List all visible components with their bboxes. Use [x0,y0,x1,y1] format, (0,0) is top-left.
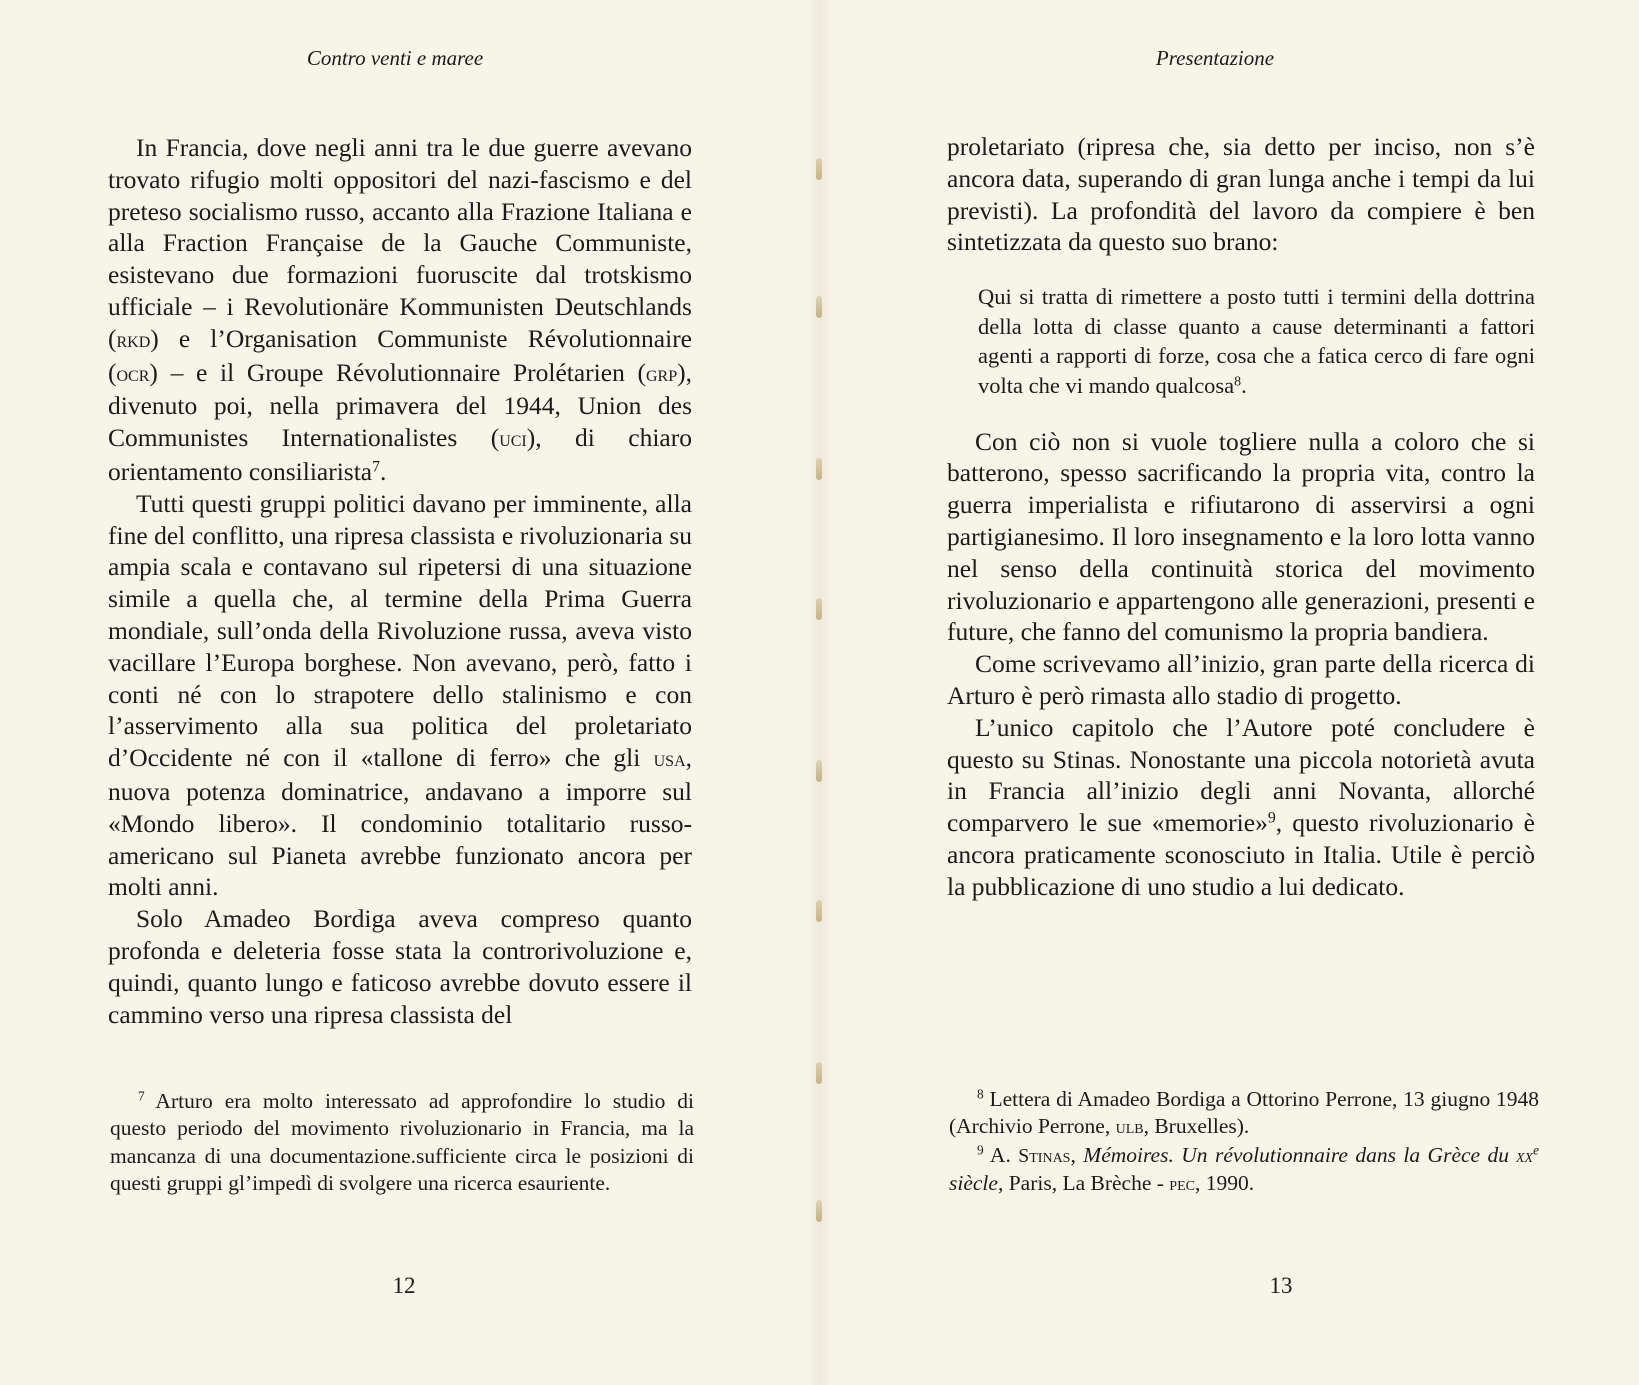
footnote: $^9$ A. Stinas, Mémoires. Un révolutionnaire dans la Grèce du $xx^e$ siècle, Paris, La Brèche - pec, 1990. [949,1142,1540,1196]
footnote-marker: 8 [977,1086,984,1102]
paragraph: Solo Amadeo Bordiga aveva compreso quanto profonda e deleteria fosse stata la controrivoluzione e, quindi, quanto lungo e faticoso avrebbe dovuto essere il cammino verso una ripresa classista del [108,904,692,1029]
body-text [947,131,1535,903]
page-number: 12 [392,1273,416,1298]
footnote-marker: 7 [138,1088,145,1104]
footnotes [949,1086,1539,1199]
paragraph: Tutti questi gruppi politici davano per imminente, alla fine del conflitto, una ripresa classista e rivoluzionaria su ampia scala e contavano sul ripetersi di una situazione simile a quella che, al termine della Prima Guerra mondiale, sull’onda della Rivoluzione russa, aveva visto vacillare l’Europa borghese. Non avevano, però, fatto i conti né con lo strapotere dello stalinismo e con l’asservimento alla sua politica del proletariato d’Occidente né con il «tallone di ferro» che gli usa, nuova potenza dominatrice, andavano a imporre sul «Mondo libero». Il condominio totalitario russo-americano sul Pianeta avrebbe funzionato ancora per molti anni. [108,488,692,902]
paragraph: L’unico capitolo che l’Autore poté concludere è questo su Stinas. Nonostante una piccola notorietà avuta in Francia all’inizio degli anni Novanta, allorché comparvero le sue «memorie»$^9$, questo rivoluzionario è ancora praticamente sconosciuto in Italia. Utile è perciò la pubblicazione di uno studio a lui dedicato. [947,712,1535,901]
paragraph: In Francia, dove negli anni tra le due guerre avevano trovato rifugio molti oppositori del nazi-fascismo e del preteso socialismo russo, accanto alla Frazione Italiana e alla Fraction Française de la Gauche Communiste, esistevano due formazioni fuoruscite dal trotskismo ufficiale – i Revolutionäre Kommunisten Deutschlands (rkd) e l’Organisation Communiste Révolutionnaire (ocr) – e il Groupe Révolutionnaire Prolétarien (grp), divenuto poi, nella primavera del 1944, Union des Communistes Internationalistes (uci), di chiaro orientamento consiliarista$^7$. [108,133,692,486]
paragraph: proletariato (ripresa che, sia detto per inciso, non s’è ancora data, superando di gran lunga anche i tempi da lui previsti). La profondità del lavoro da compiere è ben sintetizzata da questo suo brano: [947,132,1535,257]
footnote-reference: 9 [1267,809,1276,827]
paragraph: Come scrivevamo all’inizio, gran parte della ricerca di Arturo è però rimasta allo stadio di progetto. [947,649,1535,710]
running-head: Presentazione [1155,46,1275,70]
paragraph: Con ciò non si vuole togliere nulla a coloro che si batterono, spesso sacrificando la propria vita, contro la guerra imperialista e rifiutarono di asservirsi a ogni partigianesimo. Il loro insegnamento e la loro lotta vanno nel senso della continuità storica del movimento rivoluzionario e appartengono alle generazioni, presenti e future, che fanno del comunismo la propria bandiera. [947,426,1535,647]
footnote-reference: 7 [372,458,381,476]
right-page [815,0,1639,1385]
footnote: $^7$ Arturo era molto interessato ad approfondire lo studio di questo periodo del movimento rivoluzionario in Francia, ma la mancanza di una documentazione.sufficiente circa le posizioni di questi gruppi gl’impedì di svolgere una ricerca esauriente. [110,1088,694,1196]
block-quote: Qui si tratta di rimettere a posto tutti i termini della dottrina della lotta di classe quanto a cause determinanti a fattori agenti a rapporti di forze, cosa che a fatica cerco di fare ogni volta che vi mando qualcosa$^8$. [978,284,1535,398]
footnote-reference: 8 [1234,374,1242,390]
page-number: 13 [1269,1273,1293,1298]
running-head: Contro venti e maree [306,46,484,70]
left-page [0,0,815,1385]
footnotes [110,1088,694,1198]
footnote-marker: 9 [977,1142,984,1158]
body-text [108,132,692,1030]
footnote: $^8$ Lettera di Amadeo Bordiga a Ottorino Perrone, 13 giugno 1948 (Archivio Perrone, ulb, Bruxelles). [949,1086,1539,1139]
